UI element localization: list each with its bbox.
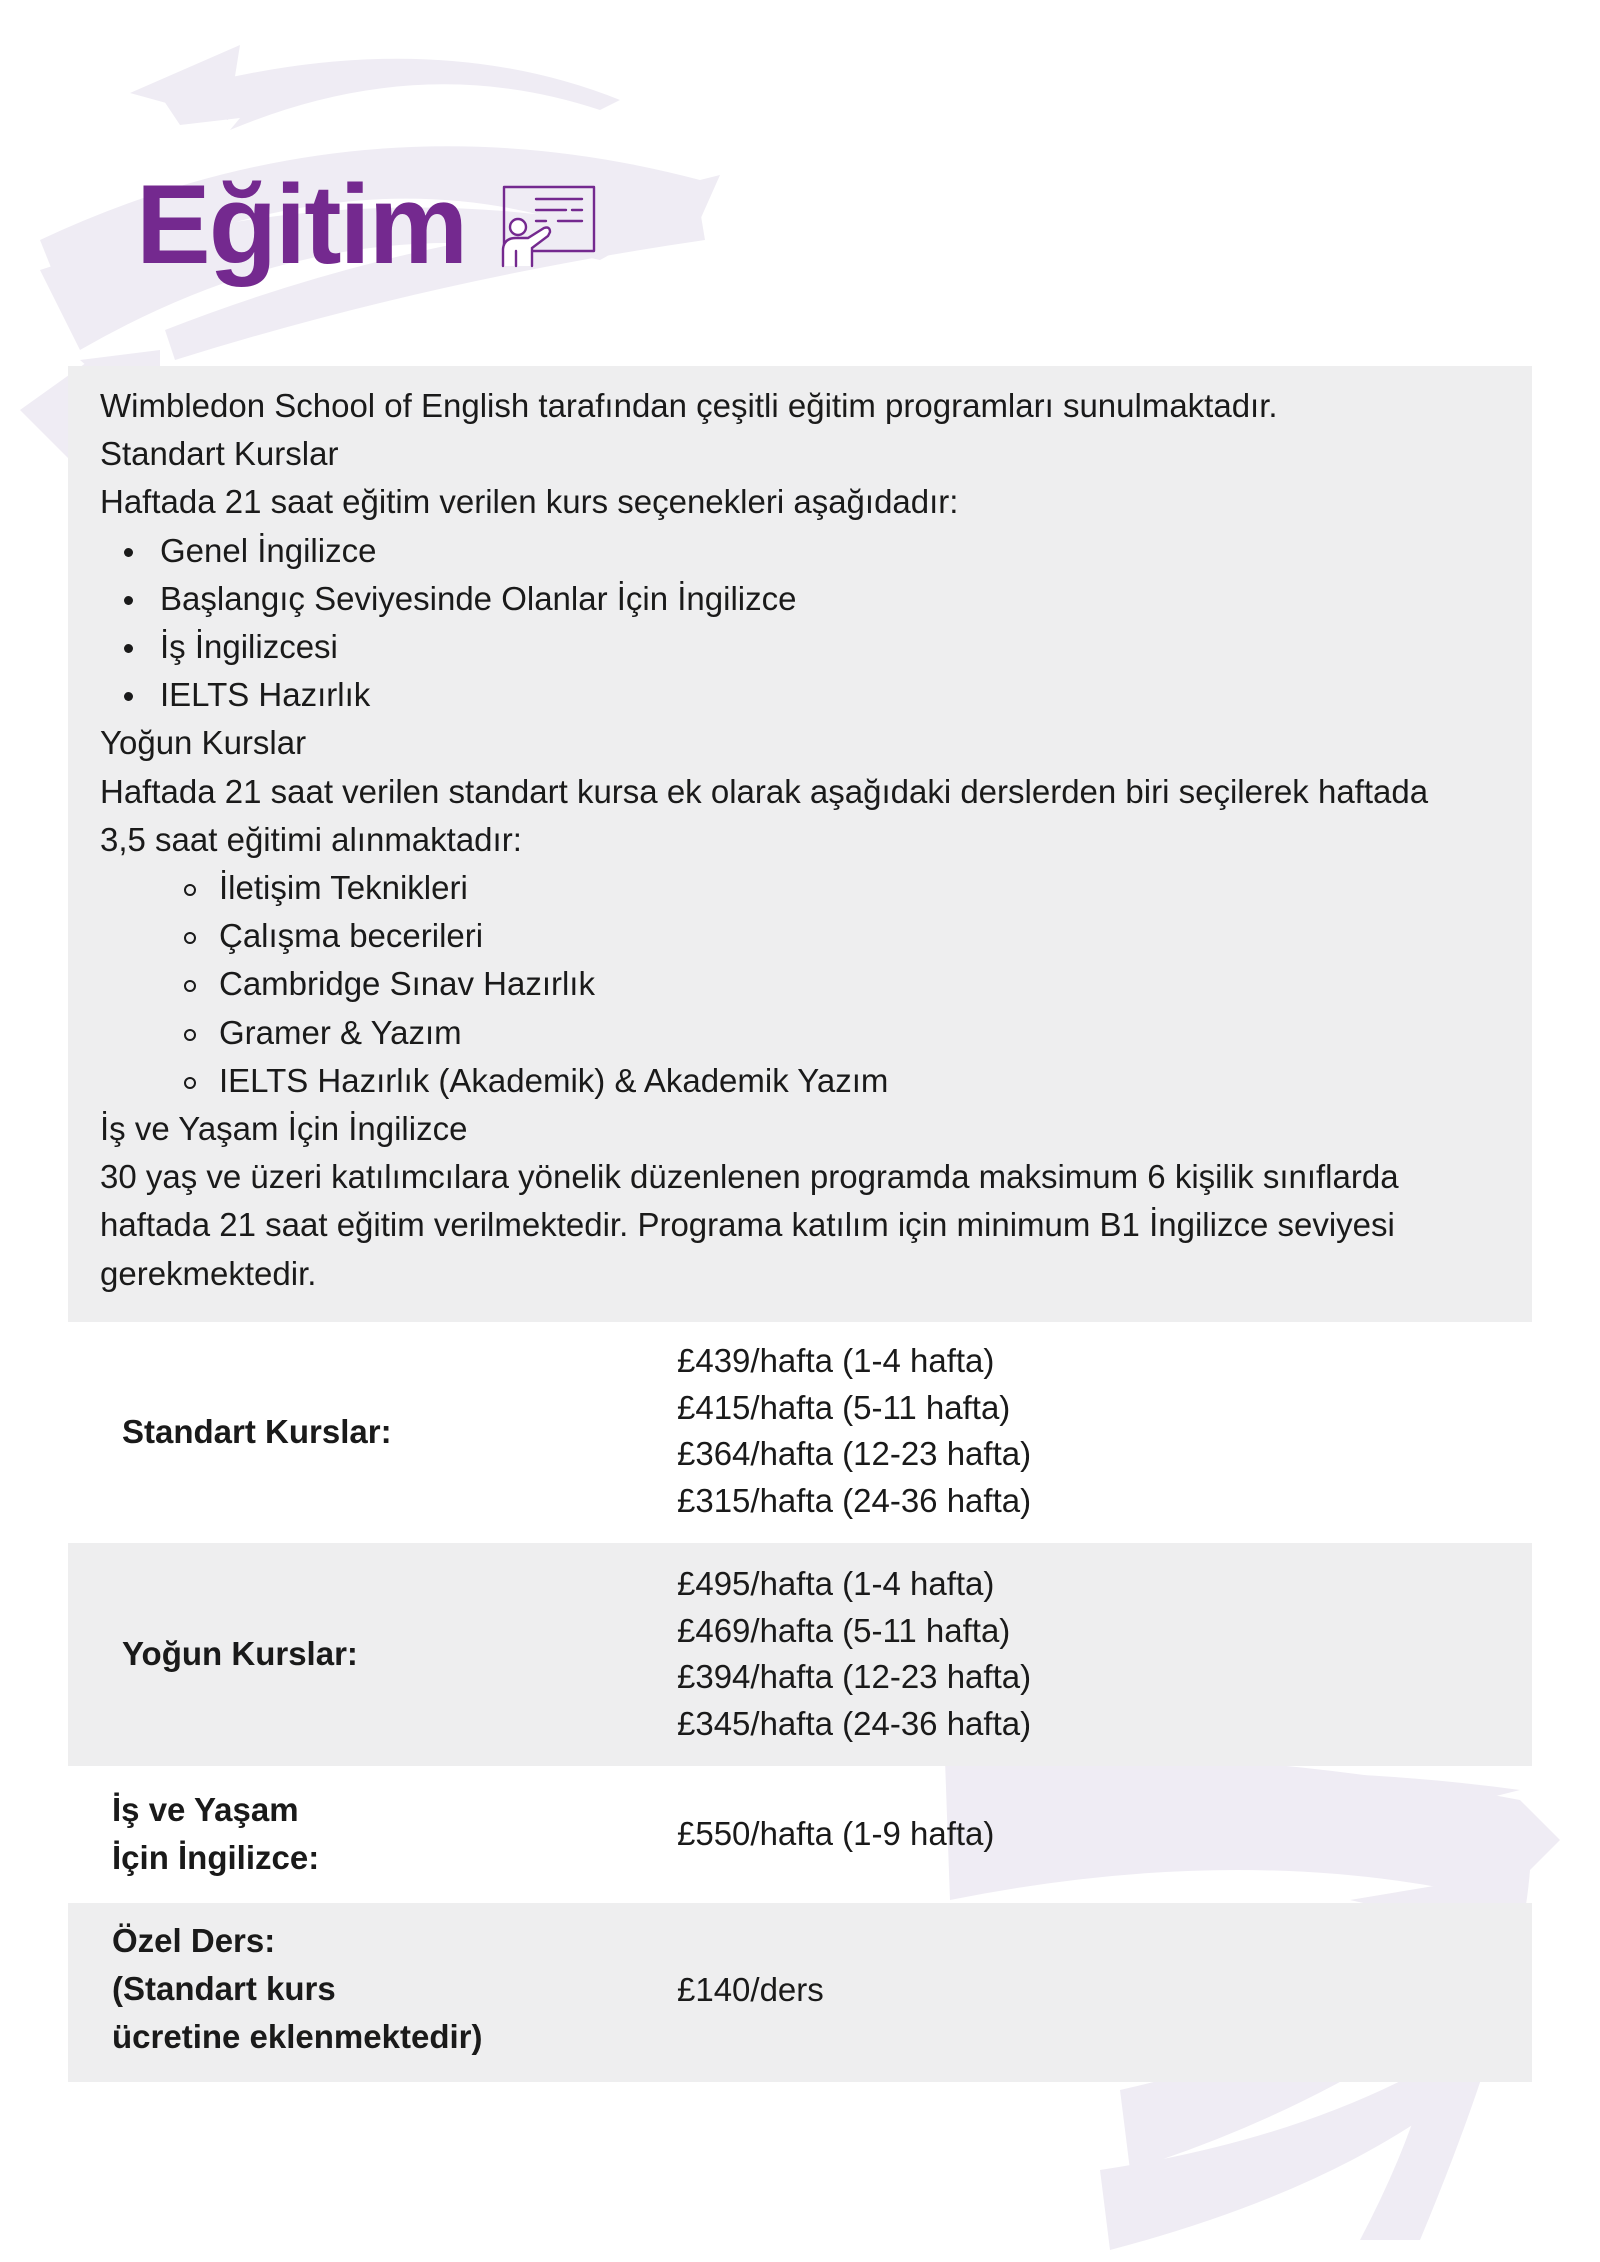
intensive-courses-description-line1: Haftada 21 saat verilen standart kursa ek olarak aşağıdaki derslerden biri seçilerek haftada — [100, 772, 1429, 810]
list-item: IELTS Hazırlık — [100, 671, 1500, 719]
pricing-row-standard — [68, 1322, 1532, 1543]
list-item: İş İngilizcesi — [100, 623, 1500, 671]
pricing-label — [112, 1917, 482, 2061]
price-item: £469/hafta (5-11 hafta) — [677, 1611, 1011, 1649]
price-item: £364/hafta (12-23 hafta) — [677, 1435, 1032, 1472]
list-item: Başlangıç Seviyesinde Olanlar İçin İngilizce — [100, 575, 1500, 623]
price-item: £439/hafta (1-4 hafta) — [677, 1342, 995, 1379]
intensive-courses-description-line2: 3,5 saat eğitimi alınmaktadır: — [100, 820, 522, 858]
list-item: İletişim Teknikleri — [100, 864, 1500, 912]
list-item: IELTS Hazırlık (Akademik) & Akademik Yazım — [100, 1057, 1500, 1105]
work-life-heading: İş ve Yaşam İçin İngilizce — [100, 1110, 468, 1148]
pricing-label-line: (Standart kurs — [112, 1970, 336, 2007]
price-item: £394/hafta (12-23 hafta) — [677, 1658, 1032, 1695]
standard-courses-list — [100, 527, 1500, 720]
page-title: Eğitim — [136, 162, 467, 287]
pricing-label-line: Özel Ders: — [112, 1922, 276, 1959]
intensive-courses-heading: Yoğun Kurslar — [100, 724, 307, 762]
list-item: Çalışma becerileri — [100, 912, 1500, 960]
pricing-row-intensive — [68, 1543, 1532, 1766]
standard-courses-description: Haftada 21 saat eğitim verilen kurs seçenekleri aşağıdadır: — [100, 483, 959, 521]
price-item: £550/hafta (1-9 hafta) — [677, 1815, 995, 1852]
pricing-row-work-life — [68, 1766, 1532, 1903]
presentation-teacher-icon — [500, 184, 598, 268]
programs-description-panel — [68, 366, 1532, 1322]
pricing-row-private-lesson — [68, 1903, 1532, 2082]
price-item: £495/hafta (1-4 hafta) — [677, 1565, 995, 1602]
work-life-description-line3: gerekmektedir. — [100, 1254, 317, 1292]
pricing-values — [677, 1811, 994, 1858]
pricing-values — [677, 1561, 1031, 1747]
price-item: £140/ders — [677, 1971, 824, 2008]
list-item: Cambridge Sınav Hazırlık — [100, 960, 1500, 1008]
pricing-label-line: İş ve Yaşam — [112, 1791, 299, 1828]
pricing-values — [677, 1967, 824, 2014]
work-life-description-line1: 30 yaş ve üzeri katılımcılara yönelik düzenlenen programda maksimum 6 kişilik sınıflarda — [100, 1158, 1399, 1196]
price-item: £315/hafta (24-36 hafta) — [677, 1481, 1032, 1519]
pricing-label: Standart Kurslar: — [122, 1413, 392, 1450]
standard-courses-heading: Standart Kurslar — [100, 435, 339, 473]
pricing-label: Yoğun Kurslar: — [122, 1635, 358, 1672]
pricing-values — [677, 1338, 1031, 1524]
work-life-description-line2: haftada 21 saat eğitim verilmektedir. Programa katılım için minimum B1 İngilizce seviyesi — [100, 1206, 1395, 1244]
price-item: £345/hafta (24-36 hafta) — [677, 1704, 1032, 1742]
intro-paragraph: Wimbledon School of English tarafından çeşitli eğitim programları sunulmaktadır. — [100, 387, 1278, 424]
intensive-courses-list — [100, 864, 1500, 1105]
list-item: Genel İngilizce — [100, 527, 1500, 575]
list-item: Gramer & Yazım — [100, 1009, 1500, 1057]
price-item: £415/hafta (5-11 hafta) — [677, 1388, 1011, 1426]
pricing-label-line: ücretine eklenmektedir) — [112, 2018, 483, 2055]
pricing-label-line: İçin İngilizce: — [112, 1839, 320, 1876]
pricing-label — [112, 1786, 319, 1882]
